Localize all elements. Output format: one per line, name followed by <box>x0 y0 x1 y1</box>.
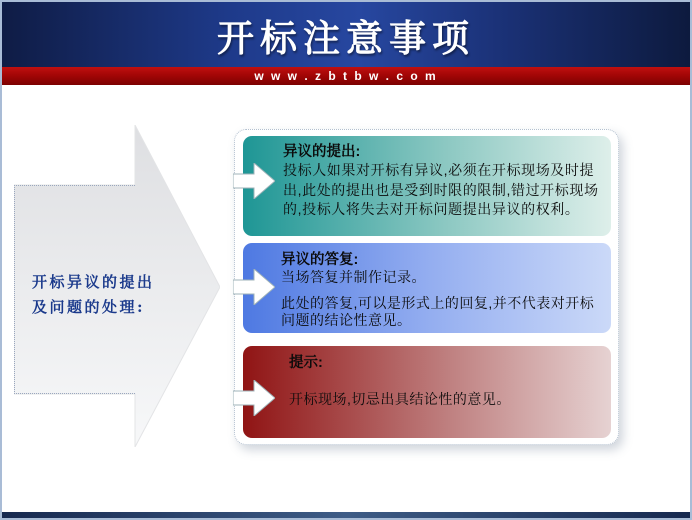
card-tip-content <box>243 346 611 408</box>
left-callout-label <box>32 270 202 320</box>
page-title: 开标注意事项 <box>217 18 475 60</box>
card-objection-reply <box>243 243 611 333</box>
card-paragraph: 投标人如果对开标有异议,必须在开标现场及时提出,此处的提出也是受到时限的限制,错过开标现场的,投标人将失去对开标问题提出异议的权利。 <box>283 162 599 217</box>
card-paragraph: 此处的答复,可以是形式上的回复,并不代表对开标问题的结论性意见。 <box>281 295 595 328</box>
website-bar <box>2 67 690 85</box>
card-objection-raise <box>243 136 611 236</box>
card-objection-reply-content <box>243 243 611 329</box>
card-tip <box>243 346 611 438</box>
arrow-right-icon <box>233 163 275 199</box>
content-panel <box>234 129 619 445</box>
card-title: 提示: <box>289 355 323 371</box>
card-objection-raise-content <box>243 136 611 220</box>
website-text: w w w . z b t b w . c o m <box>254 69 438 83</box>
card-paragraph: 当场答复并制作记录。 <box>281 269 426 285</box>
arrow-right-icon <box>233 380 275 416</box>
card-title: 异议的提出: <box>283 144 361 160</box>
left-callout-line1: 开标异议的提出 <box>32 273 155 291</box>
arrow-right-icon <box>233 269 275 305</box>
footer-bar <box>2 512 690 518</box>
card-title: 异议的答复: <box>281 252 359 268</box>
left-callout-line2: 及问题的处理: <box>32 298 146 316</box>
header-bar <box>2 2 690 67</box>
card-paragraph: 开标现场,切忌出具结论性的意见。 <box>289 391 511 407</box>
